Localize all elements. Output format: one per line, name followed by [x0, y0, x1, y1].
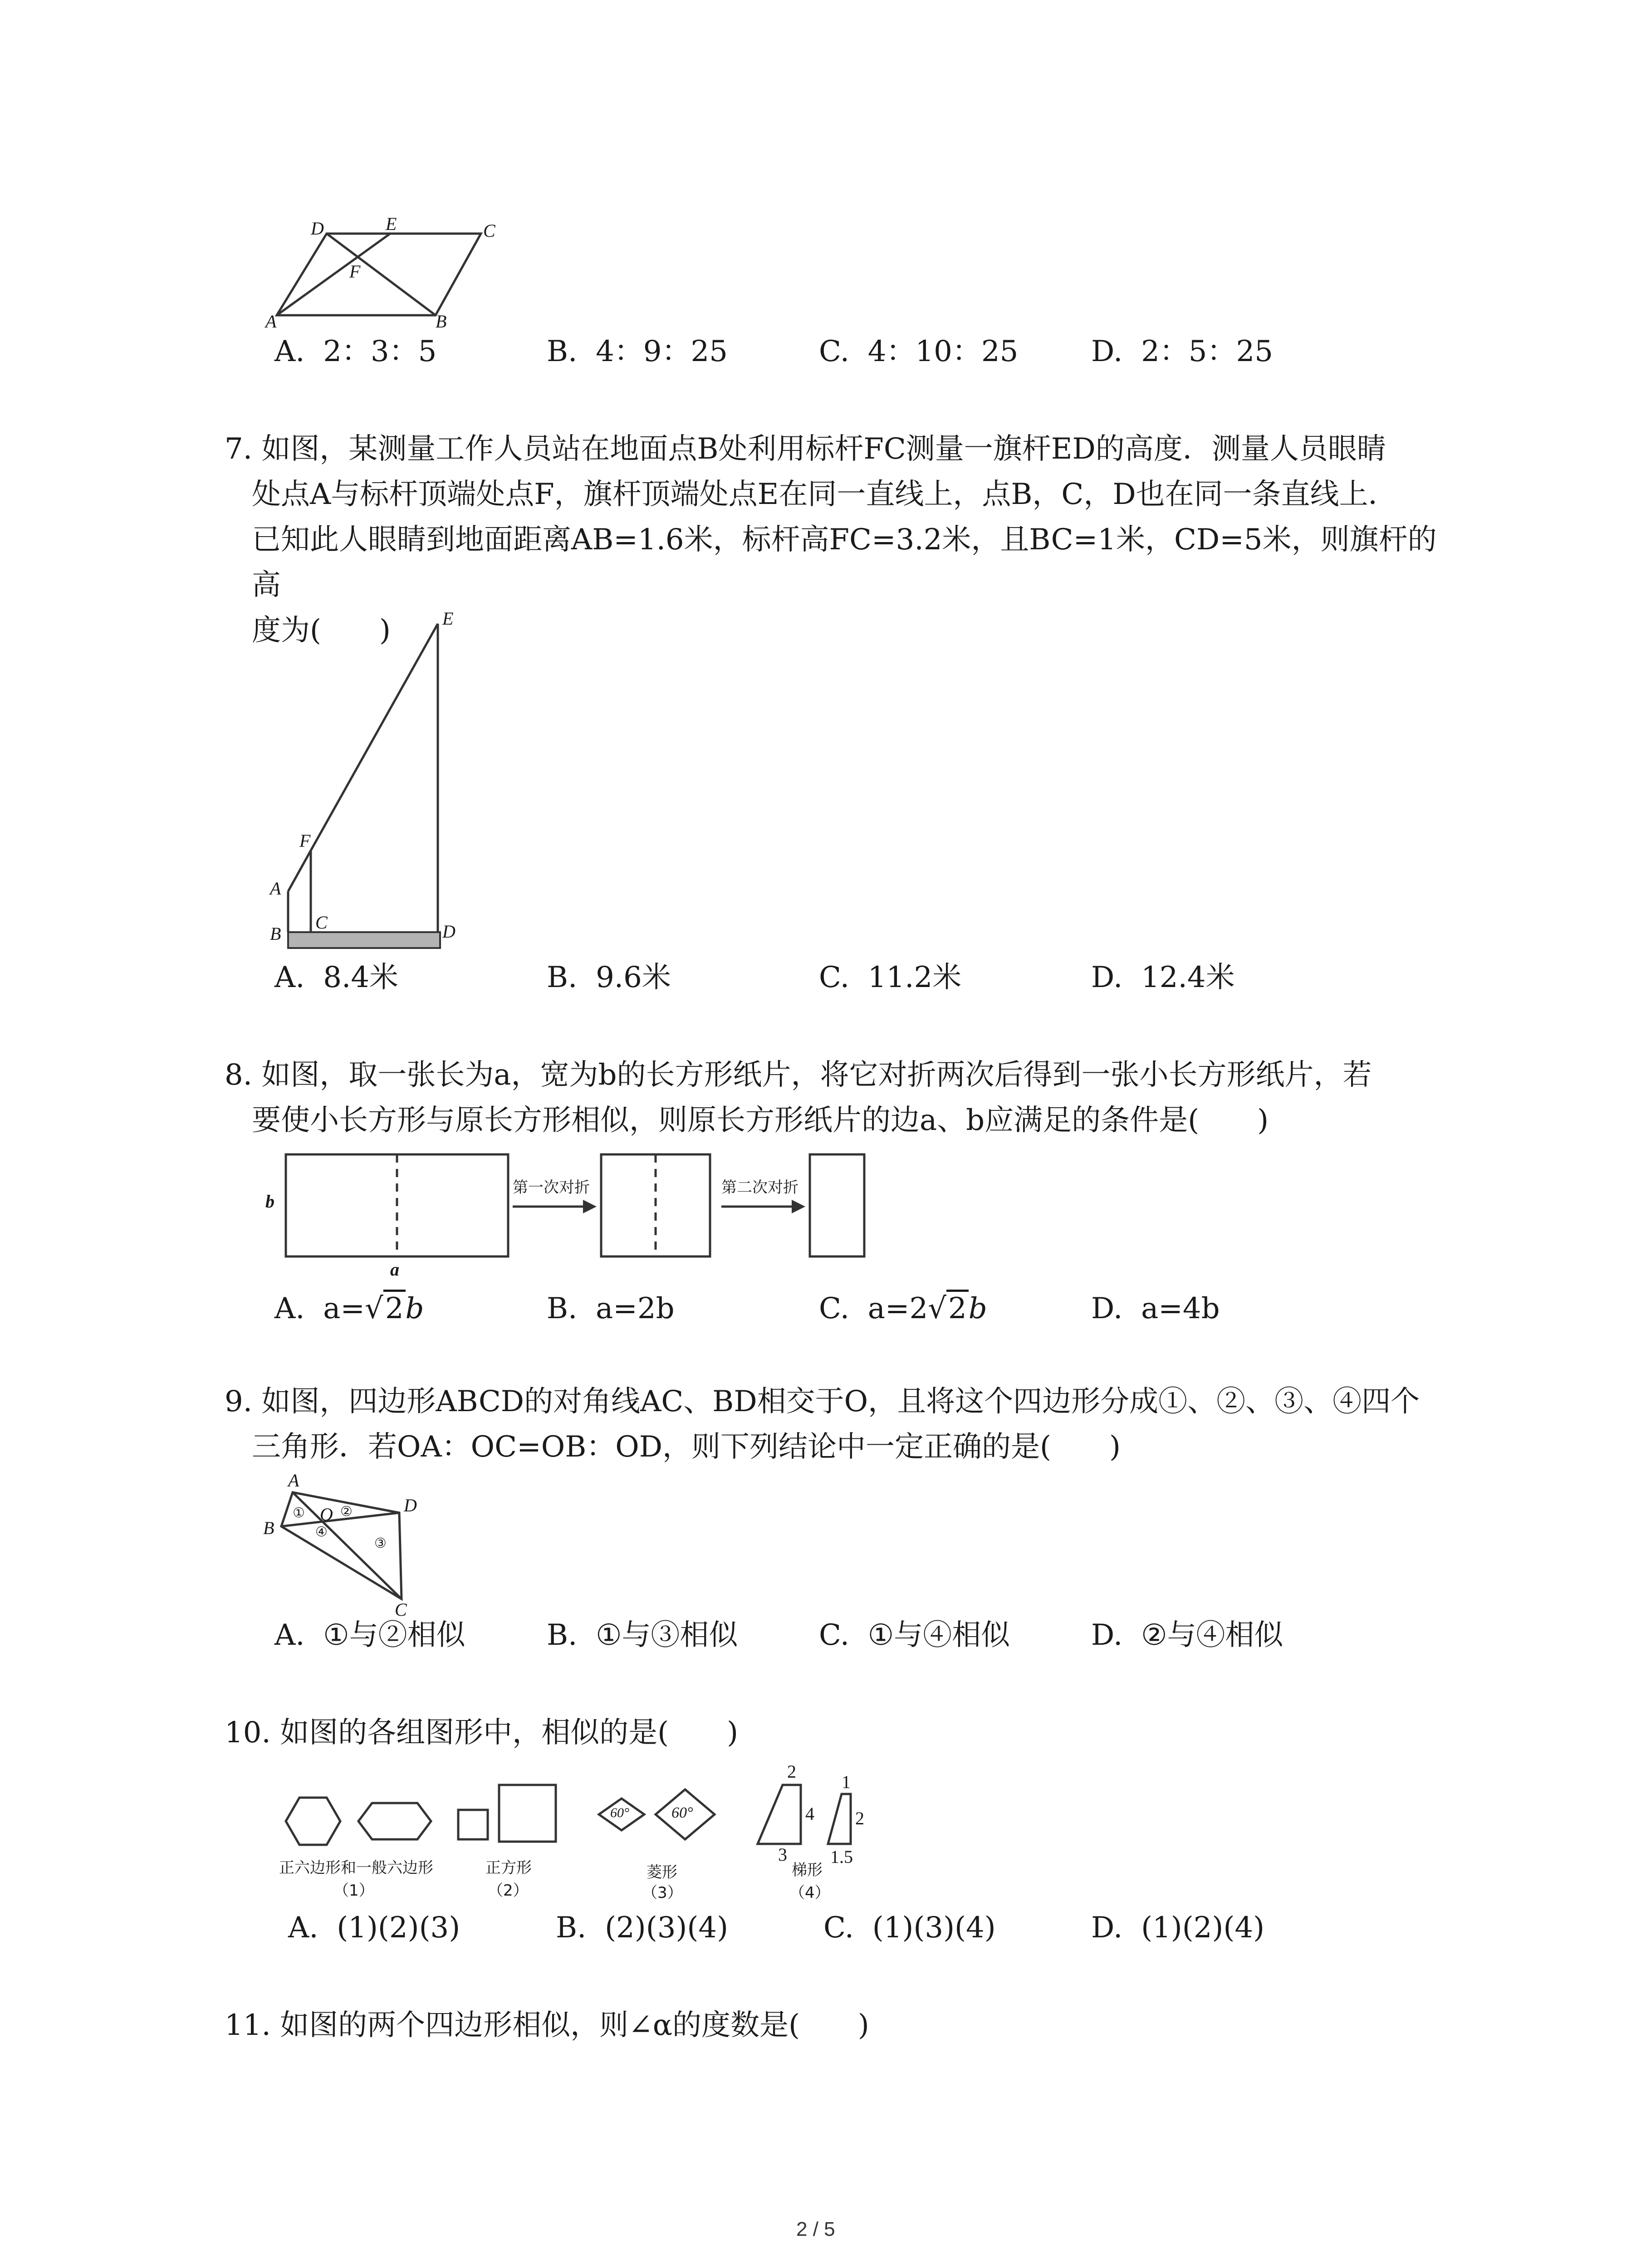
q9-option-a[interactable]: A. ①与②相似	[274, 1618, 465, 1652]
q7-option-a[interactable]: A. 8.4米	[274, 961, 399, 994]
q11-line-1: 11. 如图的两个四边形相似，则∠α的度数是( )	[225, 2009, 869, 2042]
q8-option-b[interactable]: B. a=2b	[547, 1292, 675, 1325]
caption-group-2: 正方形	[485, 1859, 532, 1877]
trap1-bottom: 3	[778, 1844, 787, 1865]
caption-group-3: 菱形	[647, 1863, 677, 1882]
trap2-top: 1	[842, 1772, 851, 1792]
q10-option-d[interactable]: D. (1)(2)(4)	[1091, 1911, 1265, 1945]
q9-option-b[interactable]: B. ①与③相似	[547, 1618, 738, 1652]
trap1-top: 2	[787, 1761, 796, 1782]
q6-option-c[interactable]: C. 4：10：25	[819, 335, 1019, 368]
q7-line-3: 已知此人眼睛到地面距离AB=1.6米，标杆高FC=3.2米，且BC=1米，CD=5米，则旗杆的高	[252, 523, 1437, 602]
q6-option-d[interactable]: D. 2：5：25	[1091, 335, 1273, 368]
angle-60-small: 60°	[610, 1805, 629, 1820]
number-group-2: （2）	[488, 1882, 529, 1900]
q7-option-b[interactable]: B. 9.6米	[547, 961, 671, 994]
region-2: ②	[340, 1504, 353, 1520]
q9-option-c[interactable]: C. ①与④相似	[819, 1618, 1010, 1652]
label-b: b	[265, 1191, 274, 1212]
q10-line-1: 10. 如图的各组图形中，相似的是( )	[225, 1716, 739, 1750]
label-C: C	[395, 1599, 407, 1620]
sqrt-sign: √	[928, 1292, 946, 1325]
label-E: E	[386, 214, 397, 234]
q7-line-4: 度为( )	[252, 614, 391, 647]
q7-line-1: 7. 如图，某测量工作人员站在地面点B处利用标杆FC测量一旗杆ED的高度．测量人员眼睛	[225, 432, 1386, 466]
label-second-fold: 第二次对折	[721, 1178, 798, 1197]
label-a: a	[390, 1259, 399, 1280]
trap2-right: 2	[855, 1808, 864, 1828]
q9-line-1: 9. 如图，四边形ABCD的对角线AC、BD相交于O，且将这个四边形分成①、②、③、④四个	[225, 1385, 1420, 1418]
q7-line-2: 处点A与标杆顶端处点F，旗杆顶端处点E在同一直线上，点B，C，D也在同一条直线上．	[252, 478, 1397, 511]
label-B: B	[270, 924, 281, 944]
q6-option-b[interactable]: B. 4：9：25	[547, 335, 728, 368]
q10-option-c[interactable]: C. (1)(3)(4)	[823, 1911, 996, 1945]
page-number: 2 / 5	[796, 2218, 835, 2240]
label-A: A	[288, 1470, 299, 1491]
q11-stem	[225, 2003, 1450, 2048]
label-F: F	[299, 831, 311, 851]
label-C: C	[483, 220, 495, 241]
q7-option-d[interactable]: D. 12.4米	[1091, 961, 1235, 994]
region-3: ③	[374, 1535, 387, 1551]
q10-option-b[interactable]: B. (2)(3)(4)	[556, 1911, 729, 1945]
label-B: B	[263, 1518, 274, 1538]
label-E: E	[442, 608, 454, 629]
label-C: C	[315, 912, 328, 933]
q9-line-2: 三角形．若OA：OC=OB：OD，则下列结论中一定正确的是( )	[252, 1430, 1121, 1464]
label-first-fold: 第一次对折	[513, 1178, 590, 1197]
number-group-4: （4）	[789, 1884, 830, 1902]
label-D: D	[404, 1495, 417, 1515]
q10-option-a[interactable]: A. (1)(2)(3)	[288, 1911, 460, 1945]
label-O: O	[320, 1504, 333, 1525]
q8-option-a[interactable]: A. a=√2b	[274, 1290, 424, 1327]
region-4: ④	[315, 1524, 328, 1540]
q8-line-1: 8. 如图，取一张长为a，宽为b的长方形纸片，将它对折两次后得到一张小长方形纸片，若	[225, 1058, 1372, 1092]
q7-option-c[interactable]: C. 11.2米	[819, 961, 962, 994]
number-group-3: （3）	[642, 1884, 683, 1902]
q8-option-d[interactable]: D. a=4b	[1091, 1292, 1220, 1325]
q9-option-d[interactable]: D. ②与④相似	[1091, 1618, 1283, 1652]
angle-60-large: 60°	[671, 1804, 693, 1821]
label-D: D	[311, 218, 324, 239]
trap1-right: 4	[805, 1804, 814, 1824]
label-A: A	[265, 311, 277, 332]
trap2-bottom: 1.5	[830, 1847, 853, 1867]
caption-group-1: 正六边形和一般六边形	[279, 1859, 433, 1877]
number-group-1: （1）	[333, 1882, 374, 1900]
q6-option-a[interactable]: A. 2：3：5	[274, 335, 437, 368]
label-D: D	[442, 921, 456, 942]
sqrt-sign: √	[365, 1292, 383, 1325]
caption-group-4: 梯形	[792, 1861, 823, 1879]
label-A: A	[270, 878, 281, 899]
label-F: F	[349, 261, 361, 282]
label-B: B	[436, 311, 447, 332]
region-1: ①	[293, 1505, 305, 1521]
q8-option-c[interactable]: C. a=2√2b	[819, 1290, 987, 1327]
q8-line-2: 要使小长方形与原长方形相似，则原长方形纸片的边a、b应满足的条件是( )	[252, 1104, 1269, 1137]
